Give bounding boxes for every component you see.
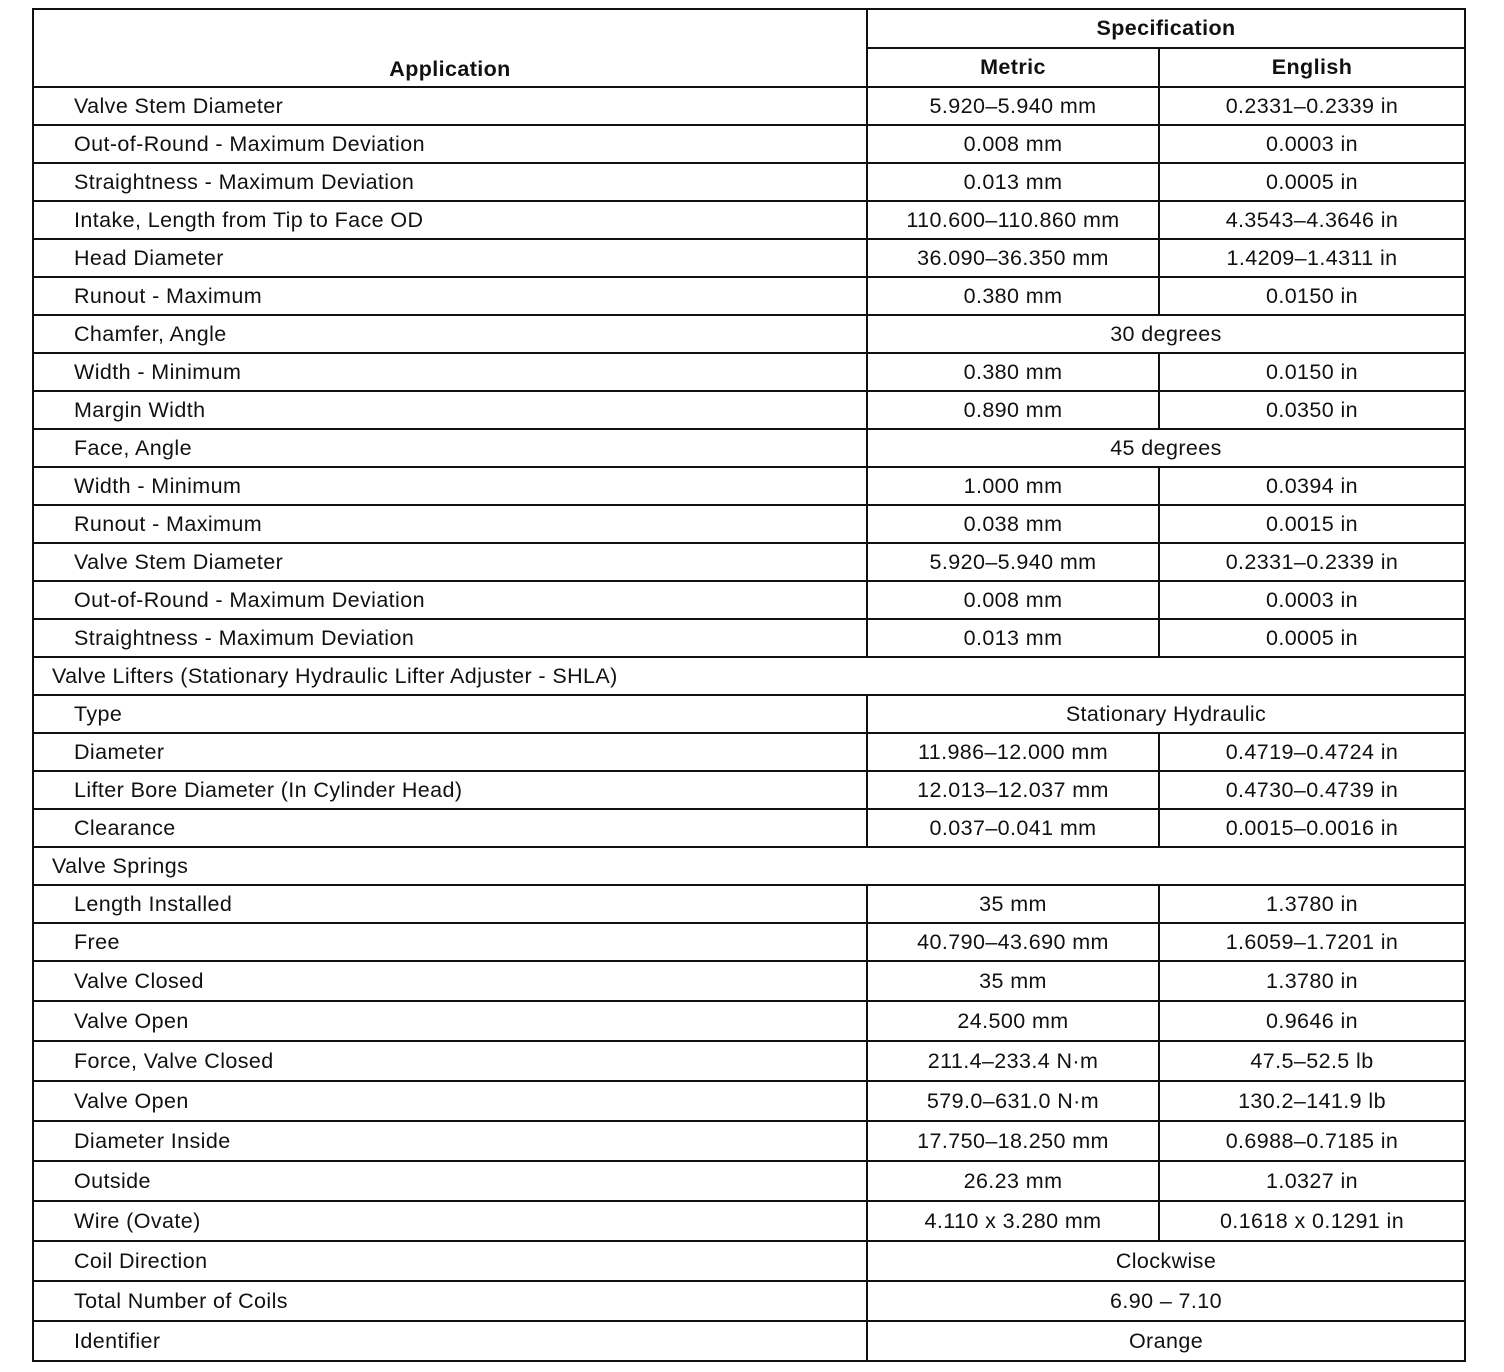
metric-cell: 4.110 x 3.280 mm: [867, 1201, 1159, 1241]
metric-cell: 211.4–233.4 N·m: [867, 1041, 1159, 1081]
english-cell: 130.2–141.9 lb: [1159, 1081, 1465, 1121]
metric-cell: 40.790–43.690 mm: [867, 923, 1159, 961]
application-cell: Valve Stem Diameter: [33, 543, 867, 581]
table-row: [33, 885, 1465, 923]
metric-cell: 0.380 mm: [867, 277, 1159, 315]
application-cell: Runout - Maximum: [33, 505, 867, 543]
english-cell: 0.0394 in: [1159, 467, 1465, 505]
table-row: [33, 353, 1465, 391]
application-cell: Valve Open: [33, 1001, 867, 1041]
english-cell: 47.5–52.5 lb: [1159, 1041, 1465, 1081]
application-cell: Type: [33, 695, 867, 733]
table-row: [33, 1201, 1465, 1241]
metric-cell: 0.008 mm: [867, 581, 1159, 619]
application-cell: Diameter Inside: [33, 1121, 867, 1161]
application-cell: Straightness - Maximum Deviation: [33, 619, 867, 657]
table-row: [33, 125, 1465, 163]
table-row: [33, 1161, 1465, 1201]
metric-cell: 110.600–110.860 mm: [867, 201, 1159, 239]
metric-cell: 0.008 mm: [867, 125, 1159, 163]
table-row: [33, 1321, 1465, 1361]
english-cell: 0.0150 in: [1159, 277, 1465, 315]
english-cell: 1.6059–1.7201 in: [1159, 923, 1465, 961]
english-cell: 0.6988–0.7185 in: [1159, 1121, 1465, 1161]
english-cell: 1.3780 in: [1159, 885, 1465, 923]
table-row: [33, 277, 1465, 315]
metric-cell: 0.013 mm: [867, 619, 1159, 657]
metric-cell: 0.890 mm: [867, 391, 1159, 429]
application-cell: Valve Stem Diameter: [33, 87, 867, 125]
english-cell: 1.0327 in: [1159, 1161, 1465, 1201]
metric-cell: 0.013 mm: [867, 163, 1159, 201]
specification-cell: Orange: [867, 1321, 1465, 1361]
metric-cell: 5.920–5.940 mm: [867, 543, 1159, 581]
metric-cell: 579.0–631.0 N·m: [867, 1081, 1159, 1121]
application-cell: Outside: [33, 1161, 867, 1201]
english-cell: 0.0015 in: [1159, 505, 1465, 543]
table-row: [33, 1001, 1465, 1041]
header-row-top: [33, 9, 1465, 48]
application-cell: Free: [33, 923, 867, 961]
application-cell: Force, Valve Closed: [33, 1041, 867, 1081]
english-cell: 0.4730–0.4739 in: [1159, 771, 1465, 809]
table-row: [33, 467, 1465, 505]
table-row: [33, 1241, 1465, 1281]
metric-cell: 11.986–12.000 mm: [867, 733, 1159, 771]
metric-cell: 36.090–36.350 mm: [867, 239, 1159, 277]
application-cell: Width - Minimum: [33, 353, 867, 391]
english-cell: 0.1618 x 0.1291 in: [1159, 1201, 1465, 1241]
table-row: [33, 619, 1465, 657]
specification-cell: 45 degrees: [867, 429, 1465, 467]
metric-cell: 1.000 mm: [867, 467, 1159, 505]
application-cell: Length Installed: [33, 885, 867, 923]
metric-cell: 26.23 mm: [867, 1161, 1159, 1201]
metric-cell: 0.038 mm: [867, 505, 1159, 543]
english-cell: 0.0003 in: [1159, 125, 1465, 163]
application-cell: Straightness - Maximum Deviation: [33, 163, 867, 201]
table-row: [33, 87, 1465, 125]
table-row: [33, 1121, 1465, 1161]
application-cell: Head Diameter: [33, 239, 867, 277]
english-cell: 0.2331–0.2339 in: [1159, 87, 1465, 125]
english-cell: 0.0150 in: [1159, 353, 1465, 391]
metric-cell: 24.500 mm: [867, 1001, 1159, 1041]
application-cell: Out-of-Round - Maximum Deviation: [33, 125, 867, 163]
table-row: [33, 429, 1465, 467]
table-row: [33, 695, 1465, 733]
english-cell: 0.4719–0.4724 in: [1159, 733, 1465, 771]
specification-cell: 30 degrees: [867, 315, 1465, 353]
application-cell: Identifier: [33, 1321, 867, 1361]
english-cell: 0.9646 in: [1159, 1001, 1465, 1041]
table-row: [33, 1041, 1465, 1081]
table-row: [33, 391, 1465, 429]
section-heading: Valve Springs: [33, 847, 1465, 885]
metric-cell: 12.013–12.037 mm: [867, 771, 1159, 809]
table-row: [33, 809, 1465, 847]
application-cell: Out-of-Round - Maximum Deviation: [33, 581, 867, 619]
english-cell: 0.0350 in: [1159, 391, 1465, 429]
application-cell: Total Number of Coils: [33, 1281, 867, 1321]
section-row: [33, 657, 1465, 695]
table-row: [33, 505, 1465, 543]
table-row: [33, 1281, 1465, 1321]
metric-cell: 5.920–5.940 mm: [867, 87, 1159, 125]
english-cell: 0.0005 in: [1159, 619, 1465, 657]
application-cell: Margin Width: [33, 391, 867, 429]
english-cell: 0.0015–0.0016 in: [1159, 809, 1465, 847]
application-cell: Intake, Length from Tip to Face OD: [33, 201, 867, 239]
table-row: [33, 239, 1465, 277]
table-row: [33, 1081, 1465, 1121]
application-cell: Valve Closed: [33, 961, 867, 1001]
header-specification: Specification: [867, 9, 1465, 48]
table-row: [33, 315, 1465, 353]
metric-cell: 17.750–18.250 mm: [867, 1121, 1159, 1161]
metric-cell: 0.380 mm: [867, 353, 1159, 391]
table-row: [33, 733, 1465, 771]
table-row: [33, 201, 1465, 239]
application-cell: Clearance: [33, 809, 867, 847]
section-row: [33, 847, 1465, 885]
table-body: [33, 87, 1465, 1361]
english-cell: 1.4209–1.4311 in: [1159, 239, 1465, 277]
application-cell: Width - Minimum: [33, 467, 867, 505]
metric-cell: 35 mm: [867, 885, 1159, 923]
table-row: [33, 163, 1465, 201]
table-row: [33, 771, 1465, 809]
application-cell: Runout - Maximum: [33, 277, 867, 315]
english-cell: 1.3780 in: [1159, 961, 1465, 1001]
application-cell: Chamfer, Angle: [33, 315, 867, 353]
application-cell: Wire (Ovate): [33, 1201, 867, 1241]
table-row: [33, 961, 1465, 1001]
metric-cell: 35 mm: [867, 961, 1159, 1001]
header-metric: Metric: [867, 48, 1159, 87]
specification-cell: 6.90 – 7.10: [867, 1281, 1465, 1321]
header-english: English: [1159, 48, 1465, 87]
application-cell: Lifter Bore Diameter (In Cylinder Head): [33, 771, 867, 809]
application-cell: Coil Direction: [33, 1241, 867, 1281]
table-header: [33, 9, 1465, 87]
application-cell: Diameter: [33, 733, 867, 771]
valve-specification-table: [32, 8, 1466, 1362]
application-cell: Face, Angle: [33, 429, 867, 467]
english-cell: 0.0005 in: [1159, 163, 1465, 201]
english-cell: 4.3543–4.3646 in: [1159, 201, 1465, 239]
english-cell: 0.0003 in: [1159, 581, 1465, 619]
english-cell: 0.2331–0.2339 in: [1159, 543, 1465, 581]
specification-cell: Clockwise: [867, 1241, 1465, 1281]
table-row: [33, 581, 1465, 619]
table-row: [33, 923, 1465, 961]
section-heading: Valve Lifters (Stationary Hydraulic Lifter Adjuster - SHLA): [33, 657, 1465, 695]
table-row: [33, 543, 1465, 581]
application-cell: Valve Open: [33, 1081, 867, 1121]
header-application: Application: [33, 9, 867, 87]
metric-cell: 0.037–0.041 mm: [867, 809, 1159, 847]
specification-cell: Stationary Hydraulic: [867, 695, 1465, 733]
